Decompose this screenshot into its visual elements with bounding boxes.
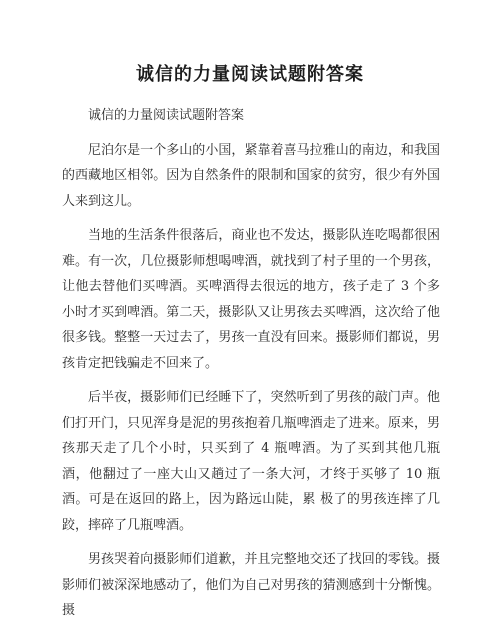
paragraph-subtitle: 诚信的力量阅读试题附答案 (88, 108, 245, 123)
document-body (62, 103, 440, 633)
document-title: 诚信的力量阅读试题附答案 (136, 64, 364, 85)
paragraph: 男孩哭着向摄影师们道歉，并且完整地交还了找回的零钱。摄影师们被深深地感动了，他们为自己对男孩的猜测感到十分惭愧。摄 (62, 552, 440, 618)
paragraph: 后半夜，摄影师们已经睡下了，突然听到了男孩的敲门声。他们打开门，只见浑身是泥的男孩抱着几瓶啤酒走了进来。原来，男孩那天走了几个小时，只买到了 4 瓶啤酒。为了买到其他几瓶酒，他翻过了一座大山又趟过了一条大河，才终于买够了 10 瓶酒。可是在返回的路上，因为路远山陡，累 极了的男孩连摔了几跤，摔碎了几瓶啤酒。 (62, 390, 440, 533)
paragraph: 尼泊尔是一个多山的小国，紧靠着喜马拉雅山的南边，和我国的西藏地区相邻。因为自然条件的限制和国家的贫穷，很少有外国人来到这儿。 (62, 142, 440, 209)
paragraph: 当地的生活条件很落后，商业也不发达，摄影队连吃喝都很困难。有一次，几位摄影师想喝啤酒，就找到了村子里的一个男孩，让他去替他们买啤酒。买啤酒得去很远的地方，孩子走了 3 个多小时才买到啤酒。第二天，摄影队又让男孩去买啤酒，这次给了他很多钱。整整一天过去了，男孩一直没有回来。摄影师们都说，男孩肯定把钱骗走不回来了。 (62, 228, 440, 371)
